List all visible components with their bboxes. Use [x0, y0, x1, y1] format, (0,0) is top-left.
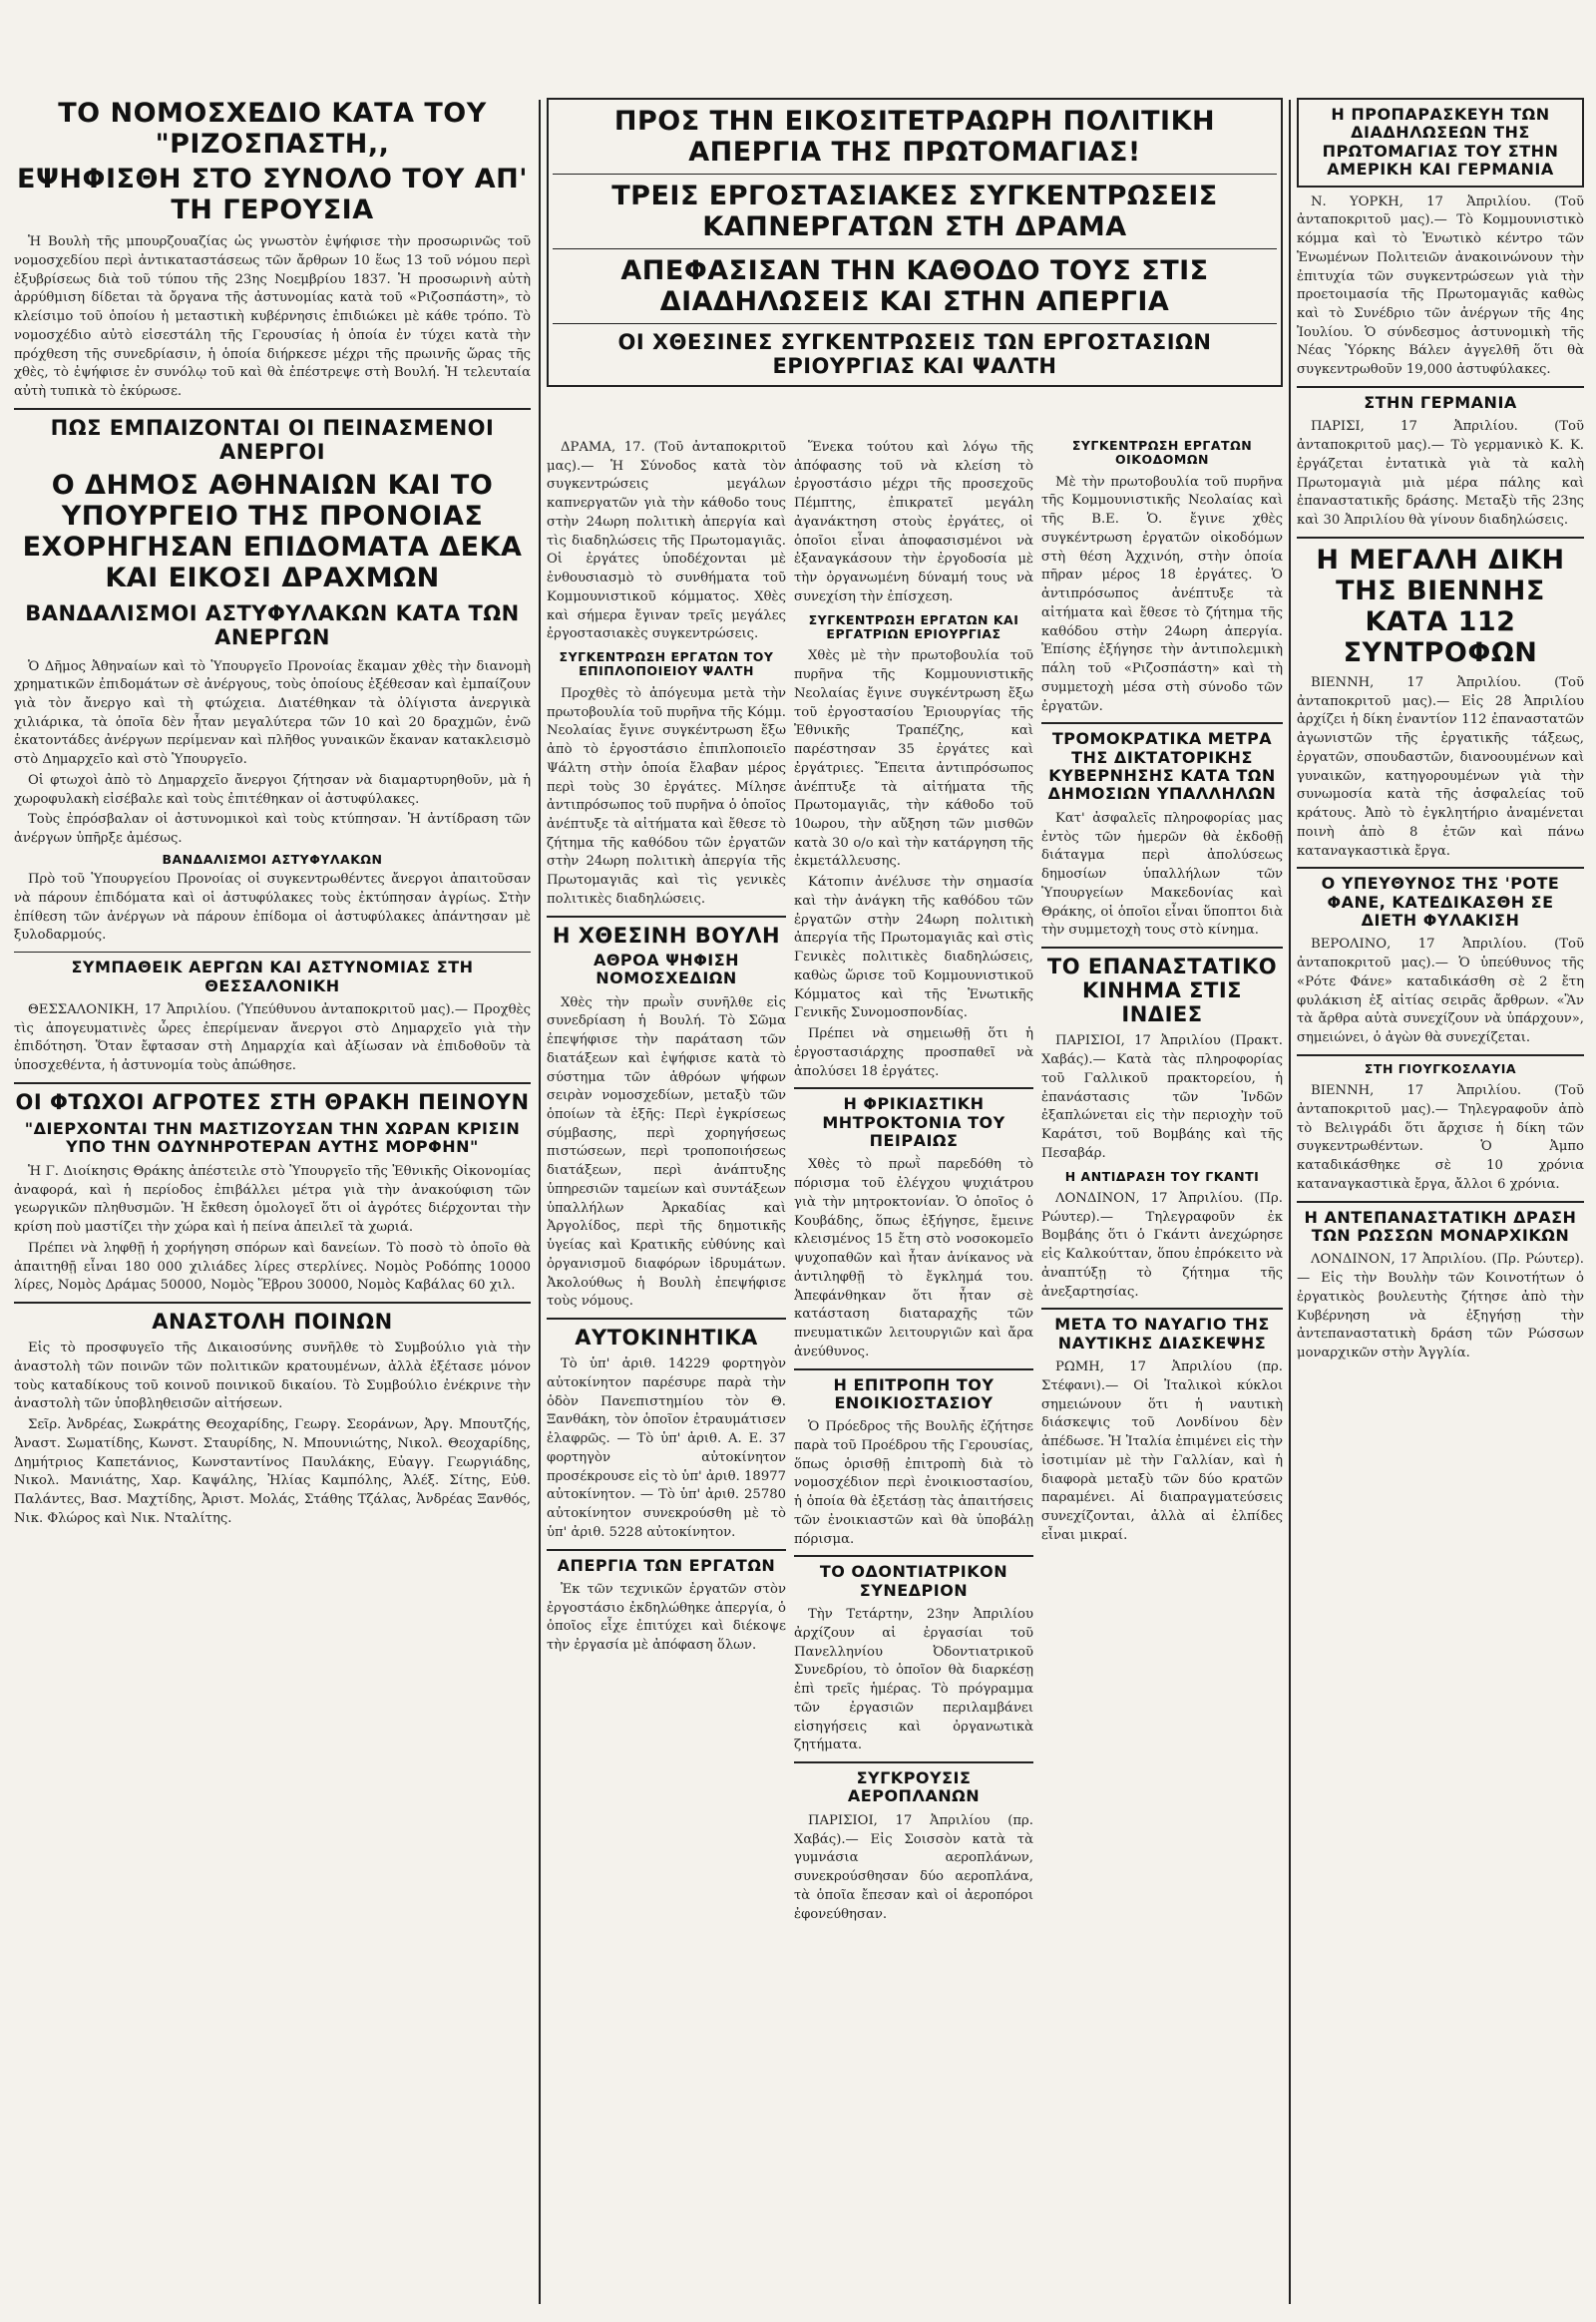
paragraph: ΡΩΜΗ, 17 Ἀπριλίου (πρ. Στέφανι).— Οἱ Ἰταλικοὶ κύκλοι σημειώνουν ὅτι ἡ ναυτικὴ διάσκεψις τοῦ Λονδίνου δὲν ἀπέδωσε. Ἡ Ἰταλία ἐπιμένει εἰς τὴν ἰσοτιμίαν μὲ τὴν Γαλλίαν, καὶ ἡ διαφορὰ μεταξὺ τῶν δύο κρατῶν παραμένει. Αἱ διαπραγματεύσεις συνεχίζονται, ἀλλὰ αἱ ἐλπίδες εἶναι μικραί.	[1041, 1359, 1283, 1543]
paragraph: Τοὺς ἐπρόσβαλαν οἱ ἀστυνομικοὶ καὶ τοὺς κτύπησαν. Ἡ ἀντίδραση τῶν ἀνέργων ὑπῆρξε ἀμέσως.	[14, 812, 531, 847]
divider	[1041, 1308, 1283, 1310]
column-5	[1297, 98, 1584, 2307]
divider	[547, 1549, 786, 1551]
headline-box	[1297, 98, 1584, 188]
divider	[547, 916, 786, 918]
article-text	[1297, 1251, 1584, 1362]
article-text	[14, 1163, 531, 1296]
paragraph: Κάτοπιν ἀνέλυσε τὴν σημασία καὶ τὴν ἀνάγκη τῆς καθόδου τῶν ἐργατῶν στὴν 24ωρη πολιτικὴ ἀπεργία τῆς Πρωτομαγιᾶς καὶ στὶς Γενικὲς πολιτικὲς διαδηλώσεις, καθὼς ὥρισε τοῦ Κομμουνιστικοῦ Κόμματος καὶ τῆς Ἑνωτικῆς Γενικῆς Συνομοσπονδίας.	[794, 875, 1033, 1021]
headline: ΤΡΕΙΣ ΕΡΓΟΣΤΑΣΙΑΚΕΣ ΣΥΓΚΕΝΤΡΩΣΕΙΣ ΚΑΠΝΕΡΓΑΤΩΝ ΣΤΗ ΔΡΑΜΑ	[611, 181, 1218, 243]
paragraph: Ἡ Βουλὴ τῆς μπουρζουαζίας ὡς γνωστὸν ἐψήφισε τὴν προσωρινῶς τοῦ νομοσχεδίου περὶ ἀντικαταστάσεως τῶν ἄρθρων 10 ἕως 13 τοῦ νόμου περὶ ἐξυβρίσεως διὰ τοῦ τύπου τῆς 23ης Νοεμβρίου 1837. Ἡ προσωρινὴ αὐτὴ ἀρρύθμιση δίδεται τὰ ὄργανα τῆς ἀστυνομίας κατὰ τοῦ «Ριζοσπάστη», τὸ κλείσιμο τοῦ ὁποίου ἡ μεταστικὴ κυβέρνησις ἐπιδιώκει μὲ κάθε τρόπο. Τὸ νομοσχέδιο αὐτὸ εἰσεστάλη τῆς Γερουσίας ἡ ὁποία ἐν τύχει κατὰ τὴν πρόχθεση τῆς συνεδρίασιν, ἡ ὁποία διήρκεσε μέχρι τῆς πρωινῆς ὥρας τῆς χθὲς, τὸ ἐψήφισε ἐν συνόλῳ τοῦ καὶ θὰ ἐπέστρεψε στὴ Βουλή. Ἡ τελευταία αὐτὴ τυπικὰ τὸ ἐκύρωσε.	[14, 234, 531, 400]
headline: ΤΟ ΝΟΜΟΣΧΕΔΙΟ ΚΑΤΑ ΤΟΥ "ΡΙΖΟΣΠΑΣΤΗ,,	[58, 98, 487, 161]
paragraph: ΘΕΣΣΑΛΟΝΙΚΗ, 17 Ἀπριλίου. (Ὑπεύθυνου ἀνταποκριτοῦ μας).— Προχθὲς τὶς ἀπογευματινὲς ὧρες ἐπερίμεναν ἄνεργοι στὸ Δημαρχεῖο γιὰ τὴν ἐπιδότηση. Ὅταν ἔφτασαν στὴ Δημαρχία καὶ ἀξίωσαν νὰ ἐπιδοθοῦν τὰ ὑποσχεθέντα, ἡ ἀστυνομία τοὺς ἀπώθησε.	[14, 1001, 531, 1074]
paragraph: Κατ' ἀσφαλεῖς πληροφορίας μας ἐντὸς τῶν ἡμερῶν θὰ ἐκδοθῇ διάταγμα περὶ ἀπολύσεως δημοσίων ὑπαλλήλων τῶν Ὑπουργείων Μακεδονίας καὶ Θράκης, οἱ ὁποῖοι εἶναι ὕποπτοι διὰ τὴν συμμετοχὴ τους στὸ κίνημα.	[1041, 810, 1283, 939]
paragraph: Ὁ Δῆμος Ἀθηναίων καὶ τὸ Ὑπουργεῖο Προνοίας ἔκαμαν χθὲς τὴν διανομὴ χρηματικῶν ἐπιδομάτων σὲ ἀνέργους, τοὺς ὁποίους ἐξέθεσαν καὶ ἐμπαίζουν γιὰ τὸν ἄνεργο καὶ τὴ φτώχεια. Διατέθηκαν τὰ ὀλίγιστα ἀνεργικὰ χιλιάρικα, τὰ ὁποῖα δὲν ἦταν μεγαλύτερα τῶν 10 καὶ 20 δραχμῶν, ἐνῶ ἑκατοντάδες ἀνέργων περίμεναν καὶ πλῆθος γυναικῶν ἔκαναν κατακλεισμὸ στὸ Δημαρχεῖο καὶ στὸ Ὑπουργεῖο.	[14, 658, 531, 768]
divider	[14, 1302, 531, 1304]
article-text	[1297, 1082, 1584, 1194]
column-rule	[1289, 100, 1291, 2304]
paragraph: ΠΑΡΙΣΙ, 17 Ἀπριλίου. (Τοῦ ἀνταποκριτοῦ μας).— Τὸ γερμανικὸ Κ. Κ. ἐργάζεται ἐντατικὰ γιὰ τὰ καλὴ Πρωτομαγιὰ μιὰ μέρα πάλης καὶ ἐπαναστατικῆς δράσης. Μεταξὺ τῆς 23ης καὶ 30 Ἀπριλίου θὰ γίνουν διαδηλώσεις.	[1297, 419, 1584, 528]
paragraph: ΒΙΕΝΝΗ, 17 Ἀπριλίου. (Τοῦ ἀνταποκριτοῦ μας).— Τηλεγραφοῦν ἀπὸ τὸ Βελιγράδι ὅτι ἄρχισε ἡ δίκη τῶν συγκεντρωθέντων. Ὁ Ἀμπο καταδικάσθηκε σὲ 10 χρόνια καταναγκαστικὰ ἔργα, ἄλλοι 6 χρόνια.	[1297, 1083, 1584, 1192]
paragraph: ΛΟΝΔΙΝΟΝ, 17 Ἀπριλίου. (Πρ. Ρώυτερ).— Εἰς τὴν Βουλὴν τῶν Κοινοτήτων ὁ ἐργατικὸς βουλευτὴς ζήτησε ἀπὸ τὴν Κυβέρνηση νὰ ἐξηγήσῃ τὴν ἀντεπαναστατικὴ δράση τῶν Ρώσσων μοναρχικῶν στὴν Ἀγγλία.	[1297, 1252, 1584, 1361]
paragraph: Σεῖρ. Ἀνδρέας, Σωκράτης Θεοχαρίδης, Γεωργ. Σεοράνων, Ἀργ. Μπουτζής, Ἀναστ. Σωματίδης, Κωνστ. Σταυρίδης, Ν. Μπουνιώτης, Νικολ. Θεοχαρίδης, Δημήτριος Καπετάνιος, Κωνσταντίνος Παυλάκης, Εὐαγγ. Γεωργιάδης, Νικολ. Μανιάτης, Χαρ. Καψάλης, Ἠλίας Καμπόλης, Ἀλέξ. Σίτης, Εὐθ. Παλάντες, Βασ. Μαχτίδης, Ἀριστ. Μολάς, Στάθης Τζάλας, Ἀνδρέας Ξανθός, Νικ. Φλώρος καὶ Νικ. Νταλίτης.	[14, 1417, 531, 1526]
headline: ΟΙ ΦΤΩΧΟΙ ΑΓΡΟΤΕΣ ΣΤΗ ΘΡΑΚΗ ΠΕΙΝΟΥΝ	[15, 1089, 530, 1114]
article-text	[1297, 418, 1584, 530]
headline: Η ΕΠΙΤΡΟΠΗ ΤΟΥ ΕΝΟΙΚΙΟΣΤΑΣΙΟΥ	[833, 1374, 995, 1412]
paragraph: Χθὲς τὴν πρωῒν συνῆλθε εἰς συνεδρίαση ἡ Βουλή. Τὸ Σῶμα ἐπεψήφισε τὴν παράταση τῶν διατάξεων καὶ ἐψήφισε κατὰ τὸ σύστημα τῶν ἁθρόων ψήφων σειρὰν νομοσχεδίων, μεταξὺ τῶν ὁποίων τὰ ἑξῆς: Περὶ ἐγκρίσεως σύμβασης, περὶ χορηγήσεως πιστώσεων, περὶ τροποποιήσεως διατάξεων, περὶ ἀνάπτυξης ὑπηρεσιῶν ταμείων καὶ συντάξεων ὑπαλλήλων Ἀρκαδίας καὶ Ἀργολίδος, περὶ τῆς δημοτικῆς ὑγείας καὶ Κρατικῆς εὐθύνης καὶ ὀργανισμοῦ διαφόρων ἰδρυμάτων. Ἀκολούθως ἡ Βουλὴ ἐπεψήφισε τοὺς νόμους.	[547, 994, 786, 1310]
paragraph: ΠΑΡΙΣΙΟΙ, 17 Ἀπριλίου (πρ. Χαβάς).— Εἰς Σοισσὸν κατὰ τὰ γυμνάσια αεροπλάνων, συνεκρούσθησαν δύο αεροπλάνα, τὰ ὁποῖα ἔπεσαν καὶ οἱ ἀεροπόροι ἐφονεύθησαν.	[794, 1812, 1033, 1922]
paragraph: Ὁ Πρόεδρος τῆς Βουλῆς ἐζήτησε παρὰ τοῦ Προέδρου τῆς Γερουσίας, ὅπως ὁρισθῇ ἐπιτροπὴ διὰ τὸ νομοσχέδιον περὶ ἐνοικιοστασίου, ἡ ὁποία θὰ ἐξετάσῃ τὰς ἀπαιτήσεις τῶν ἐνοικιαστῶν καὶ θὰ ὑποβάλῃ πόρισμα.	[794, 1419, 1033, 1547]
headline: Ο ΔΗΜΟΣ ΑΘΗΝΑΙΩΝ ΚΑΙ ΤΟ ΥΠΟΥΡΓΕΙΟ ΤΗΣ ΠΡΟΝΟΙΑΣ ΕΧΟΡΗΓΗΣΑΝ ΕΠΙΔΟΜΑΤΑ ΔΕΚΑ ΚΑΙ ΕΙΚΟΣΙ ΔΡΑΧΜΩΝ	[22, 470, 523, 594]
headline: Η ΧΘΕΣΙΝΗ ΒΟΥΛΗ	[552, 923, 781, 948]
headline: ΠΩΣ ΕΜΠΑΙΖΟΝΤΑΙ ΟΙ ΠΕΙΝΑΣΜΕΝΟΙ ΑΝΕΡΓΟΙ	[50, 415, 495, 464]
divider	[1041, 947, 1283, 949]
headline: ΠΡΟΣ ΤΗΝ ΕΙΚΟΣΙΤΕΤΡΑΩΡΗ ΠΟΛΙΤΙΚΗ ΑΠΕΡΓΙΑ ΤΗΣ ΠΡΩΤΟΜΑΓΙΑΣ!	[613, 106, 1216, 169]
headline: ΣΥΓΚΡΟΥΣΙΣ ΑΕΡΟΠΛΑΝΩΝ	[847, 1768, 981, 1806]
paragraph: ΒΕΡΟΛΙΝΟ, 17 Ἀπριλίου. (Τοῦ ἀνταποκριτοῦ μας).— Ὁ ὑπεύθυνος τῆς «Ρότε Φάνε» καταδικάσθη σὲ 2 ἔτη φυλάκιση ἐξ αἰτίας σειρᾶς ἄρθρων. «Ἂν τὰ ἄρθρα αὐτὰ συνεχίζουν νὰ ὑπάρχουν», σημειώνει, ὁ ἀγὼν θὰ συνεχίζεται.	[1297, 937, 1584, 1046]
divider	[1297, 1201, 1584, 1203]
article-text	[1041, 1358, 1283, 1545]
paragraph: Προχθὲς τὸ ἀπόγευμα μετὰ τὴν πρωτοβουλία τοῦ πυρῆνα τῆς Κόμμ. Νεολαίας ἔγινε συγκέντρωση ἔξω ἀπὸ τὸ ἐργοστάσιο ἐπιπλοποιεῖο Ψάλτη στὴν ὁποία ἔλαβαν μέρος περὶ τοὺς 30 ἐργάτες. Μίλησε ἀντιπρόσωπος τοῦ πυρῆνα ὁ ὁποῖος ἀνέπτυξε τὰ αἰτήματα καὶ ἔθεσε τὸ ζήτημα τῆς καθόδου τῶν ἐργατῶν στὴν 24ωρη πολιτικὴ ἀπεργία τῆς Πρωτομαγιᾶς καὶ τὶς γενικὲς πολιτικὲς διαδηλώσεις.	[547, 685, 786, 907]
article-text	[1041, 439, 1283, 716]
paragraph: Τὴν Τετάρτην, 23ην Ἀπριλίου ἀρχίζουν αἱ ἐργασίαι τοῦ Πανελληνίου Ὀδοντιατρικοῦ Συνεδρίου, τὸ ὁποῖον θὰ διαρκέσῃ ἐπὶ τρεῖς ἡμέρας. Τὸ πρόγραμμα τῶν ἐργασιῶν περιλαμβάνει εἰσηγήσεις καὶ ὀργανωτικὰ ζητήματα.	[794, 1607, 1033, 1753]
headline: ΤΟ ΟΔΟΝΤΙΑΤΡΙΚΟΝ ΣΥΝΕΔΡΙΟΝ	[819, 1562, 1008, 1600]
divider	[14, 408, 531, 410]
paragraph: Ν. ΥΟΡΚΗ, 17 Ἀπριλίου. (Τοῦ ἀνταποκριτοῦ μας).— Τὸ Κομμουνιστικὸ κόμμα καὶ τὸ Ἐνωτικὸ κέντρο τῶν Ἑνωμένων Πολιτειῶν ἀνακοινώνουν τὴν ἐπιτυχία τῶν συγκεντρώσεων γιὰ τὴν προετοιμασία τῆς Πρωτομαγιᾶς καθὼς καὶ τὸ Συνέδριο τῶν ἀνέργων τῆς 4ης Ἰουλίου. Ὁ σύνδεσμος ἀστυνομικὴ τῆς Νέας Ὑόρκης Βάλεν ἀγγελθῆ ὅτι θὰ συγκεντρωθοῦν 19,000 ἀστυφύλακες.	[1297, 194, 1584, 378]
headline: Η ΦΡΙΚΙΑΣΤΙΚΗ ΜΗΤΡΟΚΤΟΝΙΑ ΤΟΥ ΠΕΙΡΑΙΩΣ	[822, 1094, 1005, 1151]
divider	[553, 248, 1277, 249]
headline: ΟΙ ΧΘΕΣΙΝΕΣ ΣΥΓΚΕΝΤΡΩΣΕΙΣ ΤΩΝ ΕΡΓΟΣΤΑΣΙΩΝ ΕΡΙΟΥΡΓΙΑΣ ΚΑΙ ΨΑΛΤΗ	[617, 330, 1212, 379]
article-text	[14, 1001, 531, 1076]
subheadline: ΑΘΡΟΑ ΨΗΦΙΣΗ ΝΟΜΟΣΧΕΔΙΩΝ	[593, 950, 740, 988]
center-banner	[547, 98, 1283, 437]
paragraph: ΛΟΝΔΙΝΟΝ, 17 Ἀπριλίου. (Πρ. Ρώυτερ).— Τηλεγραφοῦν ἐκ Βομβάης ὅτι ὁ Γκάντι ἀνεχώρησε εἰς Καλκούτταν, ὅπου ἐπρόκειτο νὰ ἀναπτύξῃ τὸ ζήτημα τῆς ἀνεξαρτησίας.	[1041, 1190, 1283, 1300]
article-text	[547, 1355, 786, 1542]
subheadline: "ΔΙΕΡΧΟΝΤΑΙ ΤΗΝ ΜΑΣΤΙΖΟΥΣΑΝ ΤΗΝ ΧΩΡΑΝ ΚΡΙΣΙΝ ΥΠΟ ΤΗΝ ΟΔΥΝΗΡΟΤΕΡΑΝ ΑΥΤΗΣ ΜΟΡΦΗΝ"	[24, 1119, 521, 1157]
divider	[14, 1082, 531, 1084]
article-text	[1297, 936, 1584, 1047]
headline: ΑΠΕΡΓΙΑ ΤΩΝ ΕΡΓΑΤΩΝ	[557, 1555, 776, 1575]
headline: ΜΕΤΑ ΤΟ ΝΑΥΑΓΙΟ ΤΗΣ ΝΑΥΤΙΚΗΣ ΔΙΑΣΚΕΨΗΣ	[1054, 1315, 1270, 1353]
article-text	[794, 1156, 1033, 1361]
headline: Η ΑΝΤΕΠΑΝΑΣΤΑΤΙΚΗ ΔΡΑΣΗ ΤΩΝ ΡΩΣΣΩΝ ΜΟΝΑΡΧΙΚΩΝ	[1304, 1207, 1577, 1245]
paragraph: Πρέπει νὰ ληφθῇ ἡ χορήγηση σπόρων καὶ δανείων. Τὸ ποσὸ τὸ ὁποῖο θὰ ἀπαιτηθῇ εἶναι 180 000 χιλιάδες λίρες στερλίνες. Νομὸς Ροδόπης 10000 λίρες, Νομὸς Δράμας 50000, Νομὸς Ἕβρου 30000, Νομὸς Καβάλας 60 χιλ.	[14, 1240, 531, 1294]
divider	[794, 1555, 1033, 1557]
article-text	[794, 439, 1033, 1081]
paragraph: Οἱ φτωχοὶ ἀπὸ τὸ Δημαρχεῖο ἄνεργοι ζήτησαν νὰ διαμαρτυρηθοῦν, μὰ ἡ χωροφυλακὴ εἰσέβαλε καὶ τοὺς ἐπιτέθηκαν οἱ ἀστυφύλακες.	[14, 772, 531, 807]
subheadline: ΒΑΝΔΑΛΙΣΜΟΙ ΑΣΤΥΦΥΛΑΚΩΝ	[162, 851, 383, 867]
divider	[553, 323, 1277, 324]
paragraph: Χθὲς μὲ τὴν πρωτοβουλία τοῦ πυρῆνα τῆς Κομμουνιστικῆς Νεολαίας ἔγινε συγκέντρωση ἔξω τοῦ ἐργοστασίου Ἐριουργίας τῆς Ἐθνικῆς Τραπέζης, καὶ παρέστησαν 35 ἐργάτες καὶ ἐργάτριες. Ἔπειτα ἀντιπρόσωπος ἀνέπτυξε τὰ αἰτήματα τῆς Πρωτομαγιᾶς, τὴν κάθοδο τοῦ 10ωρου, τὴν αὔξηση τῶν μισθῶν κατὰ 30 ο/ο καὶ τὴν κατάργηση τῆς ἐκμετάλλευσης.	[794, 648, 1033, 870]
headline: ΤΡΟΜΟΚΡΑΤΙΚΑ ΜΕΤΡΑ ΤΗΣ ΔΙΚΤΑΤΟΡΙΚΗΣ ΚΥΒΕΡΝΗΣΗΣ ΚΑΤΑ ΤΩΝ ΔΗΜΟΣΙΩΝ ΥΠΑΛΛΗΛΩΝ	[1047, 729, 1277, 804]
paragraph: Πρέπει νὰ σημειωθῇ ὅτι ἡ ἐργοστασιάρχης προσπαθεῖ νὰ ἀπολύσει 18 ἐργάτες.	[794, 1026, 1033, 1079]
article-text	[794, 1606, 1033, 1755]
divider	[1297, 1054, 1584, 1056]
divider	[547, 1318, 786, 1320]
subheadline: ΣΥΓΚΕΝΤΡΩΣΗ ΕΡΓΑΤΩΝ ΚΑΙ ΕΡΓΑΤΡΙΩΝ ΕΡΙΟΥΡΓΙΑΣ	[808, 611, 1019, 641]
paragraph: ΔΡΑΜΑ, 17. (Τοῦ ἀνταποκριτοῦ μας).— Ἡ Σύνοδος κατὰ τὸν συγκεντρώσεις μεγάλων καπνεργατῶν γιὰ τὴν κάθοδο τους στὴν 24ωρη πολιτικὴ ἀπεργία καὶ τὶς διαδηλώσεις τῆς Πρωτομαγιᾶς. Οἱ ἐργάτες ὑποδέχονται μὲ ἐνθουσιασμὸ τὸ συνθήματα τοῦ Κομμουνιστικοῦ κόμματος. Χθὲς καὶ σήμερα ἔγιναν τρεῖς μεγάλες ἐργοστασιακὲς συγκεντρώσεις.	[547, 440, 786, 642]
column-3	[794, 439, 1033, 2304]
paragraph: ΒΙΕΝΝΗ, 17 Ἀπριλίου. (Τοῦ ἀνταποκριτοῦ μας).— Εἰς 28 Ἀπριλίου ἀρχίζει ἡ δίκη ἐναντίον 112 ἐπαναστατῶν ἀγωνιστῶν τῆς ἐργατικῆς τάξεως, ἐργατῶν, σπουδαστῶν, διανοουμένων καὶ γυναικῶν, κατηγορουμένων γιὰ τὴν συνωμοσία κατὰ τῆς ἀσφαλείας τοῦ κράτους. Ἀπὸ τὸ ἐγκλητήριο ἀναμένεται ποινὴ ἀπὸ 8 ἐτῶν καὶ πάνω καταναγκαστικὰ ἔργα.	[1297, 674, 1584, 859]
article-text	[547, 994, 786, 1312]
column-1	[14, 98, 531, 2307]
headline: ΑΠΕΦΑΣΙΣΑΝ ΤΗΝ ΚΑΘΟΔΟ ΤΟΥΣ ΣΤΙΣ ΔΙΑΔΗΛΩΣΕΙΣ ΚΑΙ ΣΤΗΝ ΑΠΕΡΓΙΑ	[620, 255, 1209, 318]
column-rule	[539, 100, 541, 2304]
divider	[553, 174, 1277, 175]
article-text	[14, 233, 531, 402]
divider	[1041, 722, 1283, 724]
headline: Η ΜΕΓΑΛΗ ΔΙΚΗ ΤΗΣ ΒΙΕΝΝΗΣ ΚΑΤΑ 112 ΣΥΝΤΡΟΦΩΝ	[1316, 544, 1565, 668]
paragraph: Πρὸ τοῦ Ὑπουργείου Προνοίας οἱ συγκεντρωθέντες ἄνεργοι ἀπαιτοῦσαν νὰ πάρουν ἐπιδόματα καὶ οἱ ἀστυφύλακες τοὺς ἐκτύπησαν ἀγρίως. Στὴν ἐπίθεση τῶν ἀνέργων νὰ πάρουν ἐπίδομα οἱ ἀστυφύλακες ἀπάντησαν μὲ ξυλοδαρμούς.	[14, 872, 531, 944]
subheadline: ΣΥΓΚΕΝΤΡΩΣΗ ΕΡΓΑΤΩΝ ΤΟΥ ΕΠΙΠΛΟΠΟΙΕΙΟΥ ΨΑΛΤΗ	[559, 649, 774, 679]
banner-box	[547, 98, 1283, 387]
article-text	[1297, 674, 1584, 861]
headline: ΑΥΤΟΚΙΝΗΤΙΚΑ	[575, 1326, 758, 1351]
headline: Ο ΥΠΕΥΘΥΝΟΣ ΤΗΣ 'ΡΟΤΕ ΦΑΝΕ, ΚΑΤΕΔΙΚΑΣΘΗ ΣΕ ΔΙΕΤΗ ΦΥΛΑΚΙΣΗ	[1321, 874, 1560, 931]
divider	[794, 1761, 1033, 1763]
paragraph: Τὸ ὑπ' ἀριθ. 14229 φορτηγὸν αὐτοκίνητον παρέσυρε παρὰ τὴν ὁδὸν Πανεπιστημίου τὸν Θ. Ξανθάκη, τὸν ὁποῖον ἐτραυμάτισεν ἐλαφρῶς. — Τὸ ὑπ' ἀριθ. Α. Ε. 37 φορτηγὸν αὐτοκίνητον προσέκρουσε εἰς τὸ ὑπ' ἀριθ. 18977 αὐτοκίνητον. — Τὸ ὑπ' ἀριθ. 25780 αὐτοκίνητον συνεκρούσθη μὲ τὸ ὑπ' ἀριθ. 5228 αὐτοκίνητον.	[547, 1356, 786, 1540]
paragraph: Ἐκ τῶν τεχνικῶν ἐργατῶν στὸν ἐργοστάσιο ἐκδηλώθηκε ἀπεργία, ὁ ὁποῖος εἶχε ἐπιτύχει καὶ διέκοψε τὴν ἐργασία μὲ ἀπόφαση ὅλων.	[547, 1581, 786, 1654]
divider	[14, 952, 531, 953]
article-text	[1041, 810, 1283, 941]
paragraph: Ἡ Γ. Διοίκησις Θράκης ἀπέστειλε στὸ Ὑπουργεῖο τῆς Ἐθνικῆς Οἰκονομίας ἀναφορά, καὶ ἡ περίοδος ἐπιβάλλει μέτρα γιὰ τὴν ἀνακούφιση τῶν γεωργικῶν πληθυσμῶν. Ἡ ἔκθεση ὁμολογεῖ ὅτι οἱ ἀγρότες διέρχονται τὴν κρίση ποὺ μαστίζει τὴν χώρα καὶ ἡ πείνα ἀπειλεῖ τὰ χωριά.	[14, 1163, 531, 1236]
paragraph: Μὲ τὴν πρωτοβουλία τοῦ πυρῆνα τῆς Κομμουνιστικῆς Νεολαίας καὶ τῆς Β.Ε. Ὁ. ἔγινε χθὲς συγκέντρωση ἐργατῶν οἰκοδόμων στὴ θέση Ἀχχινόη, στὴν ὁποία πῆραν μέρος 18 ἐργάτες. Ὁ ἀντιπρόσωπος ἀνέπτυξε τὰ αἰτήματα καὶ ἔθεσε τὸ ζήτημα τῆς καθόδου στὴν 24ωρη ἀπεργία. Ἐπίσης ἐξήγησε τὴν ἀντιπολεμικὴ πάλη τοῦ «Ριζοσπάστη» καὶ τὴ συμμετοχὴ μέσα στὴ σύνοδο τῶν ἐργατῶν.	[1041, 474, 1283, 714]
article-text	[794, 1812, 1033, 1924]
subheadline: ΒΑΝΔΑΛΙΣΜΟΙ ΑΣΤΥΦΥΛΑΚΩΝ ΚΑΤΑ ΤΩΝ ΑΝΕΡΓΩΝ	[25, 601, 520, 650]
divider	[794, 1368, 1033, 1370]
column-4	[1041, 439, 1283, 2304]
paragraph: Ἕνεκα τούτου καὶ λόγω τῆς ἀπόφασης τοῦ νὰ κλείση τὸ ἐργοστάσιο μέχρι τῆς προσεχοῦς Πέμπτης, ἐπικρατεῖ μεγάλη ἀγανάκτηση στοὺς ἐργάτες, οἱ ὁποῖοι εἶναι ἀποφασισμένοι νὰ ἐξαναγκάσουν τὴν ἐργοδοσία μὲ τὴν ὀργανωμένη δύναμή τους νὰ συνεχίση τὴν ἐπίσχεση.	[794, 440, 1033, 604]
headline: ΑΝΑΣΤΟΛΗ ΠΟΙΝΩΝ	[152, 1309, 393, 1334]
headline: ΕΨΗΦΙΣΘΗ ΣΤΟ ΣΥΝΟΛΟ ΤΟΥ ΑΠ' ΤΗ ΓΕΡΟΥΣΙΑ	[17, 164, 528, 226]
paragraph: Χθὲς τὸ πρωῒ παρεδόθη τὸ πόρισμα τοῦ ἐλέγχου ψυχιάτρου γιὰ τὴν μητροκτονίαν. Ὁ ὁποῖος ὁ Κουβάδης, ὅπως ἐξήγησε, ἔμεινε κλεισμένος 15 ἔτη στὸ νοσοκομεῖο ψυχοπαθῶν καὶ ἦταν ἀνίκανος νὰ ἀντιληφθῇ τὸ ἔγκλημά του. Ἀπεφάνθηκαν ὅτι ἦταν σὲ κατάσταση διαταραχῆς τῶν πνευματικῶν λειτουργιῶν καὶ ἄρα ἀνεύθυνος.	[794, 1157, 1033, 1359]
headline: ΤΟ ΕΠΑΝΑΣΤΑΤΙΚΟ ΚΙΝΗΜΑ ΣΤΙΣ ΙΝΔΙΕΣ	[1046, 955, 1278, 1027]
article-text	[14, 1340, 531, 1528]
column-2	[547, 439, 786, 2304]
headline: ΣΥΜΠΑΘΕΙΚ ΑΕΡΓΩΝ ΚΑΙ ΑΣΤΥΝΟΜΙΑΣ ΣΤΗ ΘΕΣΣΑΛΟΝΙΚΗ	[71, 958, 474, 995]
divider	[1297, 537, 1584, 539]
article-text	[794, 1418, 1033, 1549]
headline: Η ΠΡΟΠΑΡΑΣΚΕΥΗ ΤΩΝ ΔΙΑΔΗΛΩΣΕΩΝ ΤΗΣ ΠΡΩΤΟΜΑΓΙΑΣ ΤΟΥ ΣΤΗΝ ΑΜΕΡΙΚΗ ΚΑΙ ΓΕΡΜΑΝΙΑ	[1322, 105, 1559, 180]
paragraph: ΠΑΡΙΣΙΟΙ, 17 Ἀπριλίου (Πρακτ. Χαβάς).— Κατὰ τὰς πληροφορίας τοῦ Γαλλικοῦ πρακτορείου, ἡ ἐπανάστασις τῶν Ἰνδῶν ἐξαπλώνεται εἰς τὴν περιοχὴν τοῦ Καράτσι, τοῦ Βομβάης καὶ τῆς Πεσαβάρ.	[1041, 1033, 1283, 1161]
divider	[1297, 386, 1584, 388]
article-text	[1297, 194, 1584, 380]
headline: ΣΤΗ ΓΙΟΥΓΚΟΣΛΑΥΙΑ	[1364, 1060, 1517, 1076]
subheadline: ΣΥΓΚΕΝΤΡΩΣΗ ΕΡΓΑΤΩΝ ΟΙΚΟΔΟΜΩΝ	[1071, 439, 1253, 468]
paragraph: Εἰς τὸ προσφυγεῖο τῆς Δικαιοσύνης συνῆλθε τὸ Συμβούλιο γιὰ τὴν ἀναστολὴ τῶν ποινῶν τῶν πολιτικῶν κρατουμένων, ἀλλὰ ἐξέτασε μόνον τοὺς καταδίκους τοῦ κοινοῦ ποινικοῦ δικαίου. Τὸ Συμβούλιο ἐνέκρινε τὴν ἀναστολὴ τῶν ὑποβληθεισῶν αἰτήσεων.	[14, 1341, 531, 1412]
article-text	[547, 439, 786, 910]
headline: ΣΤΗΝ ΓΕΡΜΑΝΙΑ	[1364, 392, 1517, 412]
article-text	[14, 658, 531, 947]
article-text	[1041, 1032, 1283, 1302]
divider	[1297, 867, 1584, 869]
subheadline: Η ΑΝΤΙΔΡΑΣΗ ΤΟΥ ΓΚΑΝΤΙ	[1064, 1168, 1260, 1184]
article-text	[547, 1581, 786, 1656]
divider	[794, 1087, 1033, 1089]
